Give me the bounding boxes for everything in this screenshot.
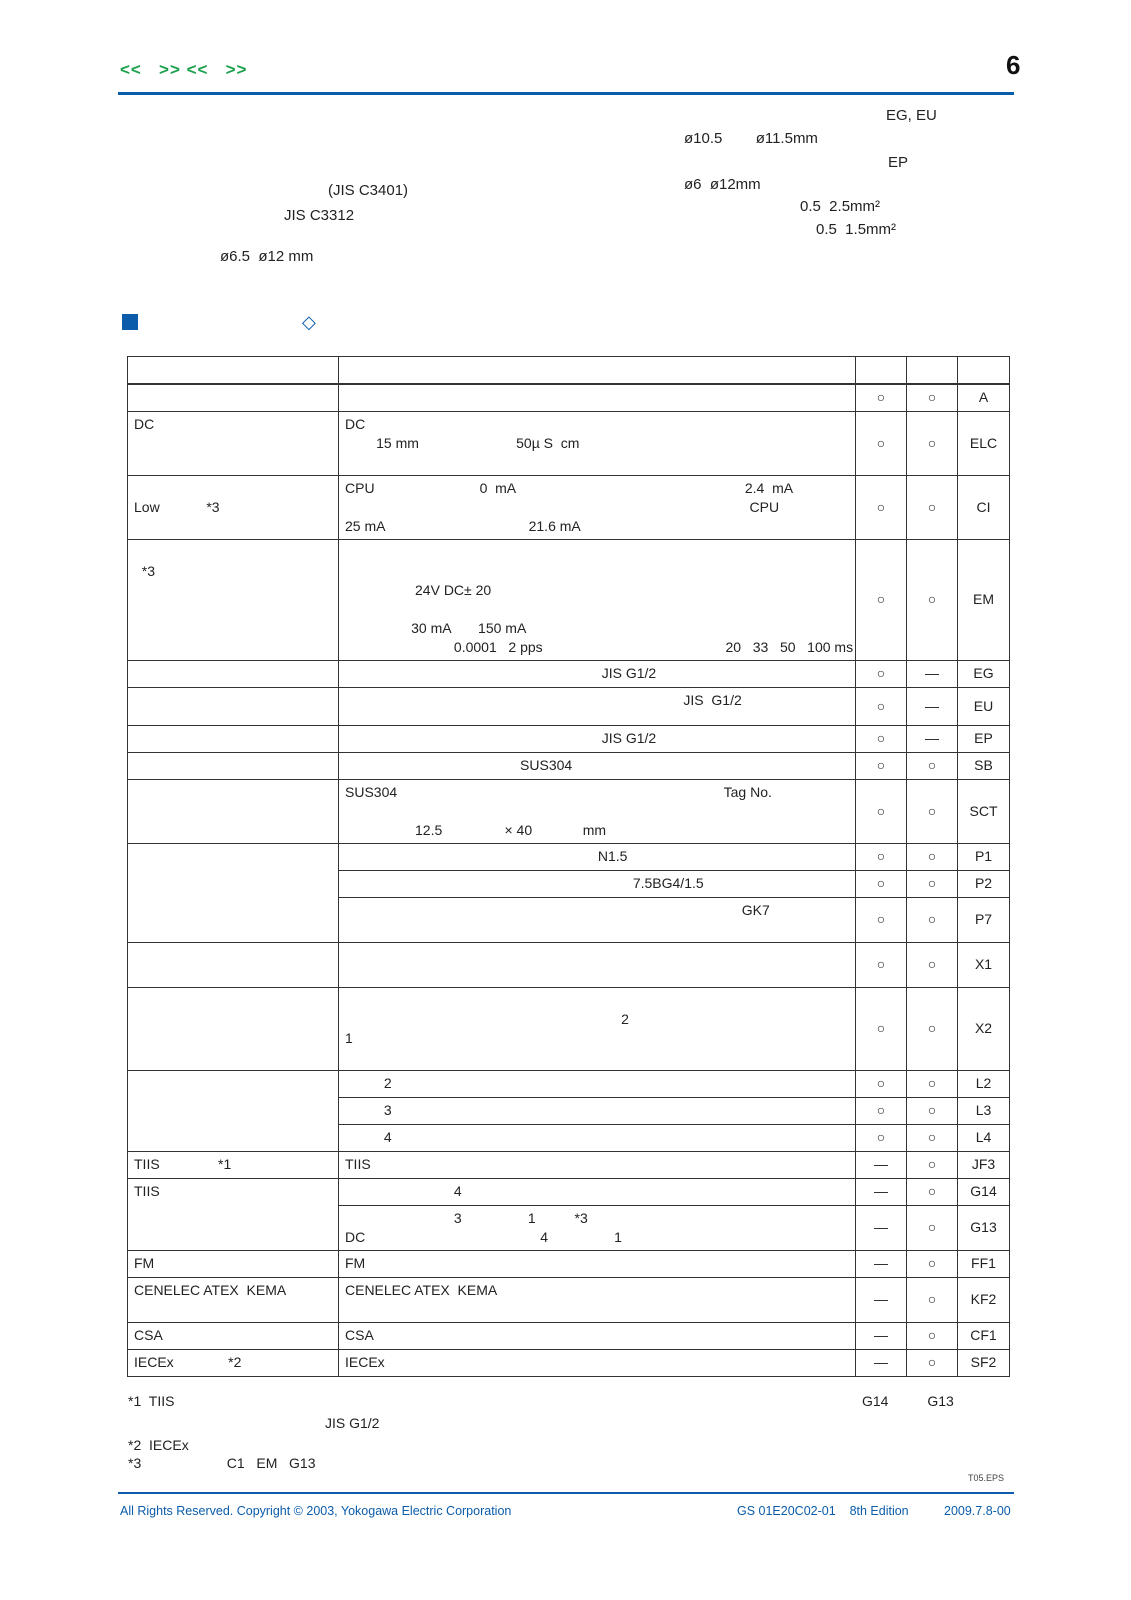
- option-spec-cell: [339, 843, 856, 870]
- availability-mark-2: ○: [907, 1250, 958, 1277]
- option-item-cell: [128, 1151, 339, 1178]
- option-spec-text: [345, 802, 849, 821]
- availability-mark-2: ○: [907, 539, 958, 660]
- footer-copyright: All Rights Reserved. Copyright © 2003, Yokogawa Electric Corporation: [120, 1504, 512, 1518]
- intro-ep: EP: [888, 154, 909, 171]
- option-item-text: IECEx *2: [134, 1353, 242, 1370]
- section-title-symbol: ◇: [302, 312, 316, 332]
- option-item-cell: [128, 384, 339, 411]
- option-item-cell: [128, 411, 339, 475]
- option-code: SB: [958, 752, 1010, 779]
- option-item-text: [134, 946, 332, 965]
- option-spec-cell: [339, 1178, 856, 1205]
- option-spec-cell: [339, 752, 856, 779]
- option-spec-cell: [339, 1097, 856, 1124]
- availability-mark-1: ○: [856, 1124, 907, 1151]
- option-item-cell: [128, 1250, 339, 1277]
- option-code: L4: [958, 1124, 1010, 1151]
- option-spec-text: 4: [345, 1128, 392, 1145]
- option-spec-cell: [339, 660, 856, 687]
- option-spec-text: DC 4 1: [345, 1228, 622, 1245]
- option-item-text: [134, 991, 332, 1010]
- option-spec-cell: [339, 411, 856, 475]
- availability-mark-2: ○: [907, 843, 958, 870]
- section-marker: [122, 314, 138, 330]
- intro-wire-size-1: 0.5 2.5mm²: [800, 198, 881, 215]
- option-item-cell: [128, 725, 339, 752]
- option-item-cell: [128, 942, 339, 987]
- intro-eg-eu-diameter: ø10.5 ø11.5mm: [684, 130, 818, 147]
- option-spec-text: [345, 600, 849, 619]
- availability-mark-1: ○: [856, 843, 907, 870]
- option-spec-text: DC: [345, 415, 366, 432]
- availability-mark-1: —: [856, 1322, 907, 1349]
- availability-mark-1: ○: [856, 987, 907, 1070]
- option-spec-text: 2: [345, 1074, 392, 1091]
- option-item-cell: [128, 1070, 339, 1151]
- option-spec-text: 7.5BG4/1.5: [345, 874, 704, 891]
- option-spec-text: 2: [345, 1010, 629, 1027]
- option-spec-text: TIIS: [345, 1155, 371, 1172]
- option-spec-cell: [339, 687, 856, 725]
- availability-mark-1: —: [856, 1205, 907, 1250]
- availability-mark-2: ○: [907, 752, 958, 779]
- option-spec-cell: [339, 779, 856, 843]
- availability-mark-1: —: [856, 1178, 907, 1205]
- option-item-text: [134, 847, 332, 866]
- table-row: [128, 384, 1010, 411]
- option-code: CF1: [958, 1322, 1010, 1349]
- table-row: [128, 539, 1010, 660]
- availability-mark-2: ○: [907, 779, 958, 843]
- footnote-1-thread: JIS G1/2: [325, 1415, 380, 1431]
- option-spec-cell: [339, 1205, 856, 1250]
- option-spec-text: IECEx: [345, 1353, 385, 1370]
- option-spec-text: 12.5 × 40 mm: [345, 821, 607, 838]
- option-item-cell: [128, 660, 339, 687]
- availability-mark-2: —: [907, 660, 958, 687]
- availability-mark-1: —: [856, 1250, 907, 1277]
- header-cell-code: [958, 357, 1010, 385]
- option-spec-text: [345, 562, 849, 581]
- option-spec-text: CPU 0 mA 2.4 mA: [345, 479, 794, 496]
- header-cell-item: [128, 357, 339, 385]
- option-spec-cell: [339, 1070, 856, 1097]
- availability-mark-2: ○: [907, 942, 958, 987]
- table-row: [128, 1277, 1010, 1322]
- availability-mark-1: ○: [856, 660, 907, 687]
- availability-mark-2: ○: [907, 1277, 958, 1322]
- intro-eg-eu: EG, EU: [886, 107, 937, 124]
- option-code: EP: [958, 725, 1010, 752]
- option-spec-text: CSA: [345, 1326, 374, 1343]
- option-spec-text: 0.0001 2 pps 20 33 50 100 ms: [345, 638, 854, 655]
- availability-mark-2: ○: [907, 1322, 958, 1349]
- option-item-text: DC: [134, 415, 155, 432]
- option-item-text: [134, 479, 332, 498]
- table-row: [128, 843, 1010, 870]
- option-item-text: TIIS *1: [134, 1155, 232, 1172]
- table-row: [128, 779, 1010, 843]
- footnote-1-codes: G14 G13: [862, 1393, 954, 1409]
- availability-mark-1: ○: [856, 539, 907, 660]
- footer-date: 2009.7.8-00: [944, 1504, 1011, 1518]
- header-cell-model-1: [856, 357, 907, 385]
- availability-mark-1: ○: [856, 870, 907, 897]
- option-spec-cell: [339, 725, 856, 752]
- option-code: X1: [958, 942, 1010, 987]
- table-row: [128, 725, 1010, 752]
- option-item-text: *3: [134, 562, 156, 579]
- option-code: G14: [958, 1178, 1010, 1205]
- table-row: [128, 687, 1010, 725]
- option-spec-cell: [339, 870, 856, 897]
- option-code: A: [958, 384, 1010, 411]
- option-spec-text: 30 mA 150 mA: [345, 619, 527, 636]
- option-item-text: [134, 691, 332, 710]
- availability-mark-2: ○: [907, 475, 958, 539]
- options-table: [127, 356, 1010, 1377]
- availability-mark-1: ○: [856, 475, 907, 539]
- option-code: L2: [958, 1070, 1010, 1097]
- option-spec-text: 4: [345, 1182, 462, 1199]
- option-spec-cell: [339, 384, 856, 411]
- option-item-text: [134, 1074, 332, 1093]
- intro-jis-c3401: (JIS C3401): [328, 182, 409, 199]
- availability-mark-2: ○: [907, 987, 958, 1070]
- option-item-cell: [128, 1349, 339, 1376]
- page-number: 6: [1006, 50, 1021, 80]
- table-row: [128, 411, 1010, 475]
- option-spec-text: SUS304 Tag No.: [345, 783, 772, 800]
- availability-mark-2: ○: [907, 870, 958, 897]
- option-spec-text: GK7: [345, 901, 770, 918]
- option-spec-text: SUS304: [345, 756, 573, 773]
- option-spec-cell: [339, 897, 856, 942]
- availability-mark-2: ○: [907, 1205, 958, 1250]
- option-spec-text: FM: [345, 1254, 366, 1271]
- figure-file-label: T05.EPS: [968, 1473, 1005, 1483]
- option-item-cell: [128, 687, 339, 725]
- option-spec-text: 25 mA 21.6 mA: [345, 517, 581, 534]
- option-item-text: [134, 783, 332, 802]
- option-code: JF3: [958, 1151, 1010, 1178]
- availability-mark-2: ○: [907, 1178, 958, 1205]
- option-spec-text: JIS G1/2: [345, 691, 742, 708]
- option-code: SF2: [958, 1349, 1010, 1376]
- availability-mark-2: ○: [907, 1151, 958, 1178]
- option-code: G13: [958, 1205, 1010, 1250]
- footnote-1: *1 TIIS: [128, 1393, 175, 1409]
- table-row: [128, 1151, 1010, 1178]
- option-code: CI: [958, 475, 1010, 539]
- footnote-2: *2 IECEx: [128, 1437, 189, 1453]
- option-item-cell: [128, 843, 339, 942]
- option-item-text: CENELEC ATEX KEMA: [134, 1281, 287, 1298]
- table-row: [128, 660, 1010, 687]
- option-item-text: [134, 729, 332, 748]
- intro-jis-c3312: JIS C3312: [284, 207, 355, 224]
- footer-document-number: GS 01E20C02-01 8th Edition: [737, 1504, 909, 1518]
- option-item-cell: [128, 539, 339, 660]
- option-item-text: FM: [134, 1254, 155, 1271]
- option-spec-cell: [339, 475, 856, 539]
- availability-mark-2: ○: [907, 411, 958, 475]
- option-spec-text: N1.5: [345, 847, 628, 864]
- option-spec-text: [345, 388, 849, 407]
- option-code: EU: [958, 687, 1010, 725]
- intro-ep-diameter: ø6 ø12mm: [684, 176, 761, 193]
- availability-mark-1: —: [856, 1349, 907, 1376]
- option-item-text: Low *3: [134, 498, 220, 515]
- option-item-cell: [128, 475, 339, 539]
- availability-mark-1: —: [856, 1277, 907, 1322]
- availability-mark-1: ○: [856, 779, 907, 843]
- header-cell-model-2: [907, 357, 958, 385]
- option-item-text: [134, 388, 332, 407]
- option-item-text: [134, 543, 332, 562]
- option-spec-text: [345, 991, 849, 1010]
- option-item-cell: [128, 752, 339, 779]
- table-header-row: [128, 357, 1010, 385]
- header-cell-spec: [339, 357, 856, 385]
- availability-mark-2: ○: [907, 897, 958, 942]
- table-row: [128, 1250, 1010, 1277]
- availability-mark-2: ○: [907, 1349, 958, 1376]
- availability-mark-1: ○: [856, 687, 907, 725]
- option-spec-text: CPU: [345, 498, 780, 515]
- availability-mark-1: ○: [856, 752, 907, 779]
- option-spec-text: 3 1 *3: [345, 1209, 588, 1226]
- table-row: [128, 1070, 1010, 1097]
- availability-mark-1: ○: [856, 384, 907, 411]
- option-code: P1: [958, 843, 1010, 870]
- table-row: [128, 1178, 1010, 1205]
- option-code: EG: [958, 660, 1010, 687]
- availability-mark-1: —: [856, 1151, 907, 1178]
- option-code: EM: [958, 539, 1010, 660]
- table-row: [128, 987, 1010, 1070]
- availability-mark-2: ○: [907, 384, 958, 411]
- option-spec-cell: [339, 1349, 856, 1376]
- availability-mark-2: —: [907, 687, 958, 725]
- availability-mark-1: ○: [856, 1070, 907, 1097]
- header-rule: [118, 92, 1014, 95]
- option-spec-text: CENELEC ATEX KEMA: [345, 1281, 498, 1298]
- header-navigation[interactable]: << >> << >>: [120, 60, 248, 79]
- option-spec-cell: [339, 1250, 856, 1277]
- availability-mark-2: —: [907, 725, 958, 752]
- option-spec-cell: [339, 942, 856, 987]
- option-spec-text: [345, 946, 849, 965]
- option-code: X2: [958, 987, 1010, 1070]
- option-spec-cell: [339, 987, 856, 1070]
- availability-mark-2: ○: [907, 1070, 958, 1097]
- option-item-cell: [128, 779, 339, 843]
- table-row: [128, 942, 1010, 987]
- option-code: P7: [958, 897, 1010, 942]
- option-item-cell: [128, 1277, 339, 1322]
- option-spec-cell: [339, 1151, 856, 1178]
- table-row: [128, 1322, 1010, 1349]
- option-item-text: CSA: [134, 1326, 163, 1343]
- availability-mark-2: ○: [907, 1124, 958, 1151]
- option-code: L3: [958, 1097, 1010, 1124]
- intro-wire-size-2: 0.5 1.5mm²: [816, 221, 897, 238]
- option-code: P2: [958, 870, 1010, 897]
- table-row: [128, 1349, 1010, 1376]
- availability-mark-2: ○: [907, 1097, 958, 1124]
- option-item-text: [134, 756, 332, 775]
- table-row: [128, 752, 1010, 779]
- option-spec-text: 1: [345, 1029, 353, 1046]
- option-spec-text: 24V DC± 20: [345, 581, 492, 598]
- option-spec-cell: [339, 1124, 856, 1151]
- option-code: KF2: [958, 1277, 1010, 1322]
- option-spec-text: 3: [345, 1101, 392, 1118]
- availability-mark-1: ○: [856, 942, 907, 987]
- option-code: ELC: [958, 411, 1010, 475]
- option-item-text: [134, 664, 332, 683]
- table-row: [128, 475, 1010, 539]
- option-item-text: TIIS: [134, 1182, 160, 1199]
- option-spec-cell: [339, 539, 856, 660]
- availability-mark-1: ○: [856, 1097, 907, 1124]
- option-code: FF1: [958, 1250, 1010, 1277]
- option-spec-text: 15 mm 50µ S cm: [345, 434, 580, 451]
- option-code: SCT: [958, 779, 1010, 843]
- footer-rule: [118, 1492, 1014, 1494]
- footnote-3: *3 C1 EM G13: [128, 1455, 316, 1471]
- option-spec-text: JIS G1/2: [345, 664, 657, 681]
- availability-mark-1: ○: [856, 411, 907, 475]
- availability-mark-1: ○: [856, 725, 907, 752]
- option-spec-text: JIS G1/2: [345, 729, 657, 746]
- intro-cable-diameter: ø6.5 ø12 mm: [220, 248, 314, 265]
- option-item-cell: [128, 1322, 339, 1349]
- option-spec-cell: [339, 1277, 856, 1322]
- option-item-cell: [128, 987, 339, 1070]
- option-item-cell: [128, 1178, 339, 1250]
- availability-mark-1: ○: [856, 897, 907, 942]
- option-spec-cell: [339, 1322, 856, 1349]
- option-spec-text: [345, 543, 849, 562]
